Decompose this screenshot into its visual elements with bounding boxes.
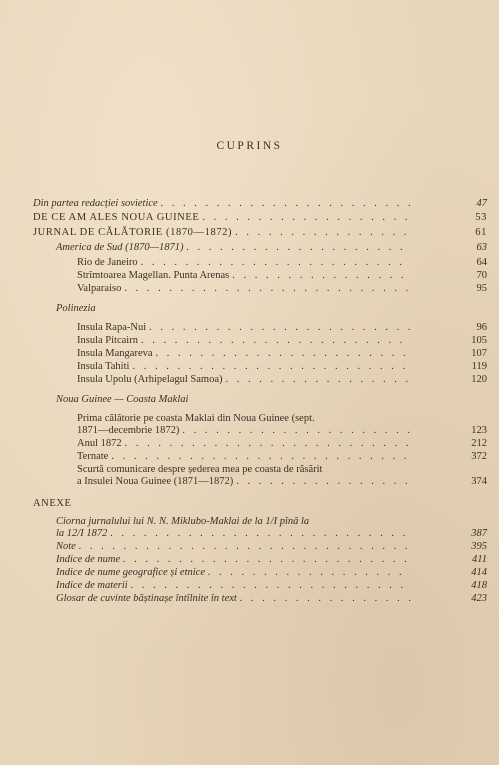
page-number: 119 (471, 361, 487, 372)
section-heading: ANEXE (33, 498, 72, 509)
toc-entry: Insula Mangareva . . . 107 (77, 348, 413, 360)
page-number: 387 (471, 528, 487, 539)
page-number: 374 (471, 476, 487, 487)
toc-entry: Insula Tahiti . . . 119 (77, 361, 413, 373)
page-number: 47 (476, 198, 487, 209)
page-number: 64 (476, 257, 487, 268)
page-number: 123 (471, 425, 487, 436)
page-title: CUPRINS (216, 140, 283, 152)
toc-entry: Valparaiso . . . 95 (77, 283, 413, 295)
toc-entry-line: Ciorna jurnalului lui N. N. Miklubo-Maklai de la 1/I pînă la (56, 516, 310, 527)
page-number: 95 (476, 283, 487, 294)
toc-entry: Insula Upolu (Arhipelagul Samoa) . . . 120 (77, 374, 413, 386)
toc-entry: Indice de nume . . . 411 (56, 554, 413, 566)
toc-entry: Note . . . 395 (56, 541, 413, 553)
page-number: 96 (476, 322, 487, 333)
toc-entry: Glosar de cuvinte băștinașe întîlnite în text . . . 423 (56, 593, 413, 605)
page-number: 107 (471, 348, 487, 359)
toc-entry: Indice de materii . . . 418 (56, 580, 413, 592)
page-number: 372 (471, 451, 487, 462)
toc-entry: Strîmtoarea Magellan. Punta Arenas . . . 70 (77, 270, 413, 282)
toc-entry: Ternate . . . 372 (77, 451, 413, 463)
page-number: 105 (471, 335, 487, 346)
page-number: 414 (471, 567, 487, 578)
toc-entry-line: Prima călătorie pe coasta Maklai din Noua Guinee (sept. (77, 413, 315, 424)
page-number: 395 (471, 541, 487, 552)
toc-entry: Indice de nume geografice și etnice . . . 414 (56, 567, 413, 579)
toc-entry: Insula Rapa-Nui . . . 96 (77, 322, 413, 334)
page-number: 63 (476, 242, 487, 253)
page-number: 423 (471, 593, 487, 604)
page-number: 120 (471, 374, 487, 385)
toc-entry: Insula Pitcairn . . . 105 (77, 335, 413, 347)
toc-entry: Din partea redacției sovietice . . . 47 (33, 198, 413, 210)
page-number: 61 (475, 227, 487, 238)
toc-entry: Anul 1872 . . . 212 (77, 438, 413, 450)
toc-entry-line: Scurtă comunicare despre șederea mea pe coasta de răsărit (77, 464, 323, 475)
page-number: 418 (471, 580, 487, 591)
page-number: 411 (472, 554, 487, 565)
toc-entry: 1871—decembrie 1872) . . . 123 (77, 425, 413, 437)
section-heading: Polinezia (56, 303, 96, 314)
page-number: 212 (471, 438, 487, 449)
toc-entry: Rio de Janeiro . . . 64 (77, 257, 413, 269)
toc-entry: DE CE AM ALES NOUA GUINEE . . . 53 (33, 212, 413, 224)
section-heading: Noua Guinee — Coasta Maklai (56, 394, 189, 405)
toc-entry: a Insulei Noua Guinee (1871—1872) . . . 374 (77, 476, 413, 488)
toc-entry: la 12/I 1872 . . . 387 (56, 528, 413, 540)
toc-entry: America de Sud (1870—1871) . . . 63 (56, 242, 413, 254)
page-number: 70 (476, 270, 487, 281)
toc-entry: JURNAL DE CĂLĂTORIE (1870—1872) . . . 61 (33, 227, 413, 239)
page-number: 53 (475, 212, 487, 223)
